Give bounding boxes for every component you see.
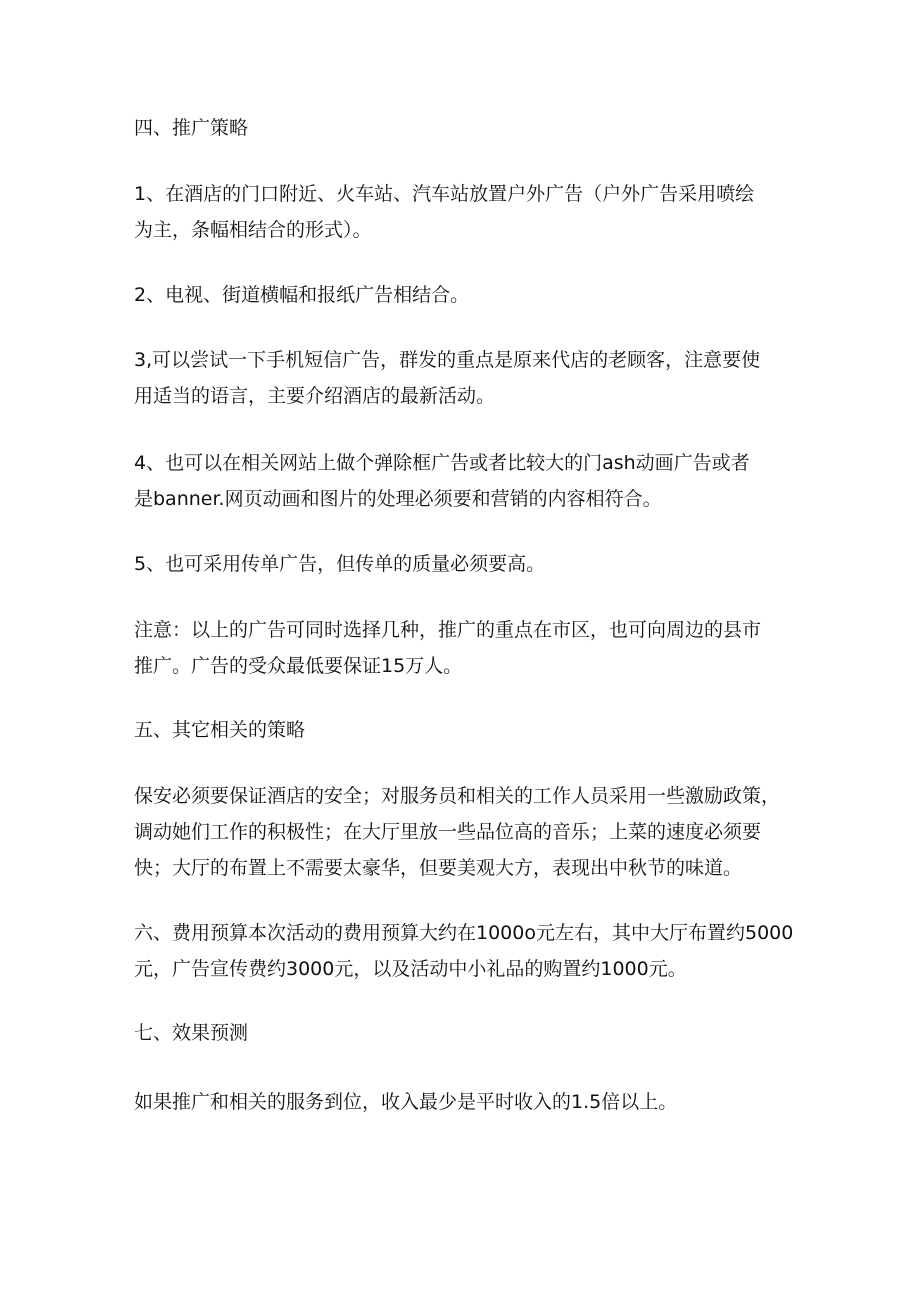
text-line: 推广。广告的受众最低要保证15万人。 xyxy=(134,655,463,677)
text-line: 快；大厅的布置上不需要太豪华，但要美观大方，表现出中秋节的味道。 xyxy=(134,857,743,879)
text-line: 保安必须要保证酒店的安全；对服务员和相关的工作人员采用一些激励政策， xyxy=(134,785,781,807)
section-budget xyxy=(134,915,794,987)
paragraph-other-strategies xyxy=(134,778,794,886)
paragraph-note xyxy=(134,612,794,684)
text-line: 六、费用预算本次活动的费用预算大约在1000o元左右，其中大厅布置约5000 xyxy=(134,922,794,944)
text-line: 用适当的语言，主要介绍酒店的最新活动。 xyxy=(134,385,496,407)
text-line: 为主，条幅相结合的形式）。 xyxy=(134,219,372,241)
paragraph-sms-ads xyxy=(134,342,794,414)
text-line: 是banner.网页动画和图片的处理必须要和营销的内容相符合。 xyxy=(134,488,662,510)
text-line: 3,可以尝试一下手机短信广告，群发的重点是原来代店的老顾客，注意要使 xyxy=(134,349,761,371)
text-line: 如果推广和相关的服务到位，收入最少是平时收入的1.5倍以上。 xyxy=(134,1091,678,1113)
paragraph-web-ads xyxy=(134,445,794,517)
text-line: 4、也可以在相关网站上做个弹除框广告或者比较大的门ash动画广告或者 xyxy=(134,452,750,474)
text-line: 元，广告宣传费约3000元，以及活动中小礼品的购置约1000元。 xyxy=(134,958,687,980)
text-line: 七、效果预测 xyxy=(134,1022,249,1044)
section-heading-other-strategies xyxy=(134,712,794,748)
text-line: 调动她们工作的积极性；在大厅里放一些品位高的音乐；上菜的速度必须要 xyxy=(134,821,762,843)
section-heading-promotion xyxy=(134,110,794,146)
paragraph-tv-street-ads xyxy=(134,277,794,313)
text-line: 2、电视、街道横幅和报纸广告相结合。 xyxy=(134,284,470,306)
text-line: 四、推广策略 xyxy=(134,117,249,139)
text-line: 1、在酒店的门口附近、火车站、汽车站放置户外广告（户外广告采用喷绘 xyxy=(134,183,755,205)
text-line: 注意：以上的广告可同时选择几种，推广的重点在市区，也可向周边的县市 xyxy=(134,619,762,641)
paragraph-outdoor-ads xyxy=(134,176,794,248)
paragraph-forecast xyxy=(134,1084,794,1120)
text-line: 5、也可采用传单广告，但传单的质量必须要高。 xyxy=(134,553,546,575)
text-line: 五、其它相关的策略 xyxy=(134,719,306,741)
paragraph-flyer-ads xyxy=(134,546,794,582)
section-heading-forecast xyxy=(134,1015,794,1051)
